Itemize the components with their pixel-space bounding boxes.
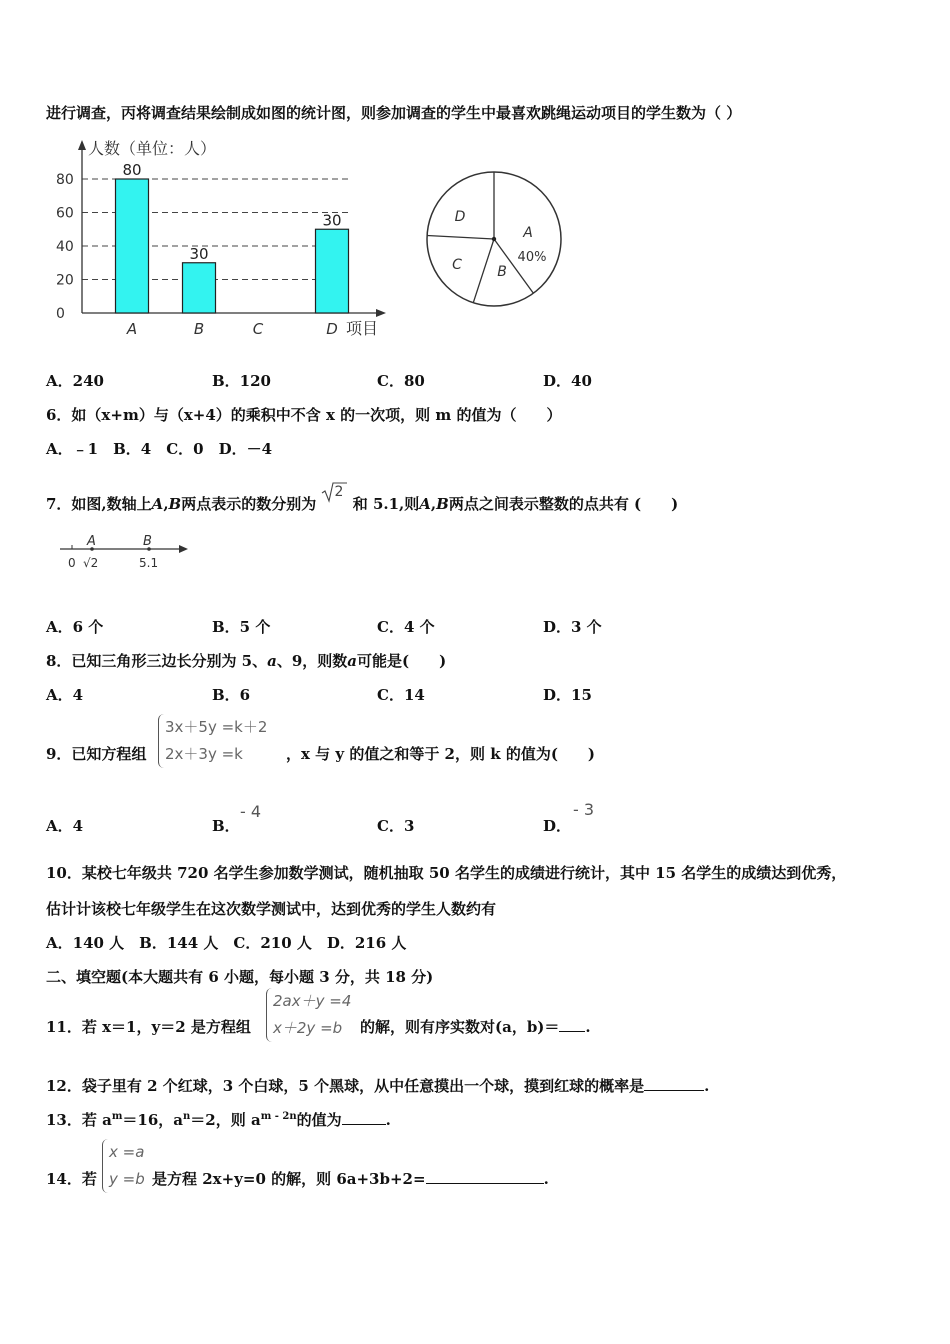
q7-option-a: A．6 个 (46, 618, 104, 636)
q14-prefix: 14．若 (46, 1170, 97, 1188)
q11-eq1: 2ax＋y =4 (273, 992, 352, 1010)
q7-stem-c: 和 5.1,则 (352, 495, 420, 513)
q10-line2: 估计计该校七年级学生在这次数学测试中，达到优秀的学生人数约有 (46, 900, 497, 918)
q8-option-c: C．14 (377, 686, 425, 704)
q7-var-b: B (168, 495, 182, 513)
nl-zero: 0 (68, 556, 76, 570)
q6-options: A．﹣1 B．4 C．0 D．－4 (46, 440, 273, 458)
y-tick-label: 40 (56, 239, 74, 255)
nl-b-label: B (143, 534, 152, 549)
q9-prefix: 9．已知方程组 (46, 745, 147, 763)
q10-line1: 10．某校七年级共 720 名学生参加数学测试，随机抽取 50 名学生的成绩进行统计，其中 15 名学生的成绩达到优秀， (46, 864, 847, 882)
q7-comma2: , (430, 495, 437, 513)
q12: 12．袋子里有 2 个红球，3 个白球，5 个黑球，从中任意摸出一个球，摸到红球的概率是 . (46, 1077, 710, 1095)
q8-stem: 8．已知三角形三边长分别为 5、a、9，则数a可能是( ) (46, 652, 447, 670)
q5-option-b: B．120 (212, 372, 271, 390)
q11-equation-system (266, 988, 351, 1042)
q5-option-a: A．240 (46, 372, 104, 390)
q9-equation-system (158, 714, 267, 768)
data-label-a: 80 (122, 161, 142, 179)
sqrt-2: 2 (321, 485, 347, 505)
q10-options: A．140 人 B．144 人 C．210 人 D．216 人 (46, 934, 407, 952)
bar-chart (40, 130, 400, 345)
q12-answer-blank[interactable] (644, 1076, 704, 1091)
q5-option-d: D．40 (543, 372, 592, 390)
q6-stem: 6．如（x+m）与（x+4）的乘积中不含 x 的一次项，则 m 的值为（ ） (46, 406, 562, 424)
q9-option-b-value: - 4 (240, 802, 262, 821)
y-tick-label: 60 (56, 205, 74, 222)
q9-eq1: 3x＋5y =k＋2 (165, 718, 268, 736)
q11-prefix: 11．若 x＝1，y＝2 是方程组 (46, 1018, 251, 1036)
q9-eq2: 2x＋3y =k (165, 745, 243, 763)
q11-eq2: x＋2y =b (273, 1019, 343, 1037)
q11-answer-blank[interactable] (559, 1017, 585, 1032)
q14-eq1: x =a (109, 1143, 145, 1161)
y-axis-arrow (78, 140, 86, 150)
q7-option-d: D．3 个 (543, 618, 602, 636)
q7-stem-b: 两点表示的数分别为 (181, 495, 317, 513)
category-label-d: D (326, 320, 338, 338)
y-axis-label: 人数（单位：人） (88, 139, 217, 158)
q9-option-d-value: - 3 (573, 800, 595, 819)
bar-a (116, 179, 149, 313)
data-label-d: 30 (322, 211, 342, 230)
nl-b-value: 5.1 (139, 556, 159, 570)
q9-suffix: ，x 与 y 的值之和等于 2，则 k 的值为( ) (286, 745, 596, 763)
q14-eq2: y =b (109, 1170, 145, 1188)
q9-option-b: B． (212, 817, 240, 835)
category-label-a: A (126, 320, 138, 338)
nl-a-label: A (87, 534, 96, 549)
pie-label-c: C (452, 257, 462, 273)
q14-equation-system (102, 1139, 145, 1193)
q7-var-a2: A (419, 495, 431, 513)
pie-label-b: B (497, 264, 507, 280)
q7-stem-d: 两点之间表示整数的点共有 ( ) (448, 495, 679, 513)
category-label-c: C (252, 320, 264, 338)
q7-var-b2: B (436, 495, 449, 513)
category-label-b: B (193, 320, 205, 338)
q14-suffix: 是方程 2x+y=0 的解，则 6a+3b+2= . (152, 1170, 549, 1188)
q9-option-a: A．4 (46, 817, 84, 835)
bar-b (183, 263, 216, 313)
q8-option-d: D．15 (543, 686, 592, 704)
x-axis-label: 项目 (346, 319, 379, 338)
q7-stem (46, 485, 678, 514)
nl-a-value: √2 (83, 556, 99, 570)
q7-var-a: A (151, 495, 164, 513)
q13: 13．若 $a^m=16$，$a^n=2$，则 $a^{m - 2n}$的值为 . (46, 1111, 391, 1129)
pie-label-d: D (454, 209, 466, 225)
q8-option-a: A．4 (46, 686, 84, 704)
pie-chart (420, 165, 570, 315)
y-tick-label: 20 (56, 272, 74, 289)
q7-comma: , (163, 495, 169, 513)
q9-option-c: C．3 (377, 817, 415, 835)
x-axis-arrow (376, 309, 386, 317)
q7-option-b: B．5 个 (212, 618, 271, 636)
pie-center (492, 237, 496, 241)
y-tick-label: 0 (56, 306, 65, 322)
q14-answer-blank[interactable] (426, 1169, 544, 1184)
q13-answer-blank[interactable] (342, 1110, 386, 1125)
q8-option-b: B．6 (212, 686, 251, 704)
y-tick-label: 80 (56, 172, 74, 188)
pie-annotation-a: 40% (517, 250, 547, 265)
bar-d (316, 229, 349, 313)
q11-suffix: 的解，则有序实数对(a，b)＝ . (360, 1018, 591, 1036)
section2-title: 二、填空题(本大题共有 6 小题，每小题 3 分，共 18 分) (46, 968, 434, 986)
q5-stem: 进行调查，丙将调查结果绘制成如图的统计图，则参加调查的学生中最喜欢跳绳运动项目的学生数为（ ） (46, 104, 742, 122)
q7-option-c: C．4 个 (377, 618, 435, 636)
q5-option-c: C．80 (377, 372, 425, 390)
q9-option-d: D． (543, 817, 572, 835)
data-label-b: 30 (189, 244, 209, 263)
number-line (55, 530, 195, 575)
pie-label-a: A (523, 225, 533, 241)
q7-stem-a: 7．如图,数轴上 (46, 495, 152, 513)
